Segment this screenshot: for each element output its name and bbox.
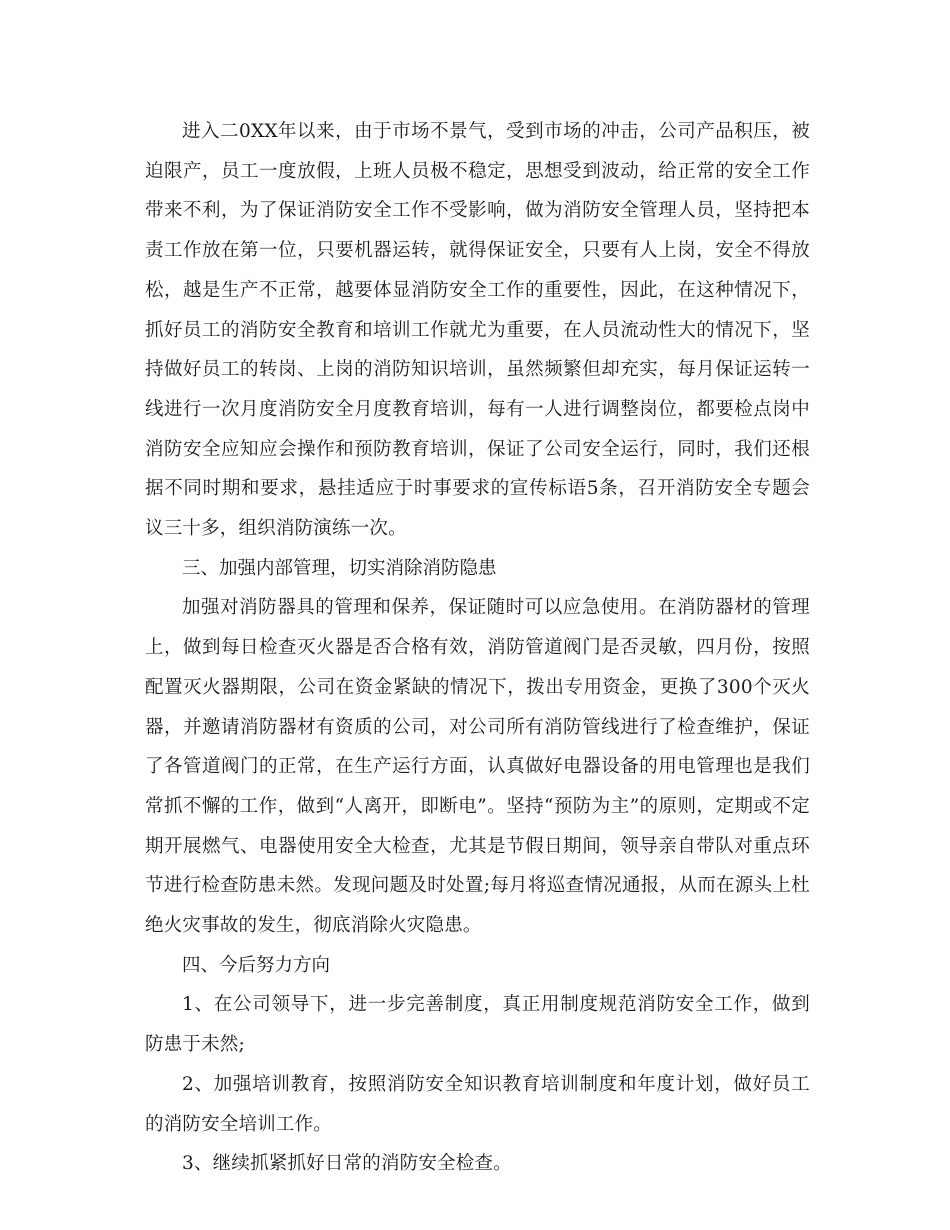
- list-item-1: 1、在公司领导下，进一步完善制度，真正用制度规范消防安全工作，做到防患于未然;: [145, 994, 810, 1056]
- body-paragraph-management: 加强对消防器具的管理和保养，保证随时可以应急使用。在消防器材的管理上，做到每日检查灭火器是否合格有效，消防管道阀门是否灵敏，四月份，按照配置灭火器期限，公司在资金紧缺的情况下，拨出专用资金，更换了300个灭火器，并邀请消防器材有资质的公司，对公司所有消防管线进行了检查维护，保证了各管道阀门的正常，在生产运行方面，认真做好电器设备的用电管理也是我们常抓不懈的工作，做到“人离开，即断电”。坚持“预防为主”的原则，定期或不定期开展燃气、电器使用安全大检查，尤其是节假日期间，领导亲自带队对重点环节进行检查防患未然。发现问题及时处置;每月将巡查情况通报，从而在源头上杜绝火灾事故的发生，彻底消除火灾隐患。: [145, 597, 810, 937]
- section-heading-4: 四、今后努力方向: [182, 954, 331, 976]
- list-item-2: 2、加强培训教育，按照消防安全知识教育培训制度和年度计划，做好员工的消防安全培训工作。: [145, 1073, 810, 1135]
- list-item-3: 3、继续抓紧抓好日常的消防安全检查。: [182, 1153, 512, 1175]
- body-paragraph-progress: 进入二0XX年以来，由于市场不景气，受到市场的冲击，公司产品积压，被迫限产，员工一度放假，上班人员极不稳定，思想受到波动，给正常的安全工作带来不利，为了保证消防安全工作不受影响，做为消防安全管理人员，坚持把本责工作放在第一位，只要机器运转，就得保证安全，只要有人上岗，安全不得放松，越是生产不正常，越要体显消防安全工作的重要性，因此，在这种情况下，抓好员工的消防安全教育和培训工作就尤为重要，在人员流动性大的情况下，坚持做好员工的转岗、上岗的消防知识培训，虽然频繁但却充实，每月保证运转一线进行一次月度消防安全月度教育培训，每有一人进行调整岗位，都要检点岗中消防安全应知应会操作和预防教育培训，保证了公司安全运行，同时，我们还根据不同时期和要求，悬挂适应于时事要求的宣传标语5条，召开消防安全专题会议三十多，组织消防演练一次。: [145, 121, 810, 540]
- document-body: [145, 112, 810, 1184]
- section-heading-3: 三、加强内部管理，切实消除消防隐患: [182, 557, 497, 579]
